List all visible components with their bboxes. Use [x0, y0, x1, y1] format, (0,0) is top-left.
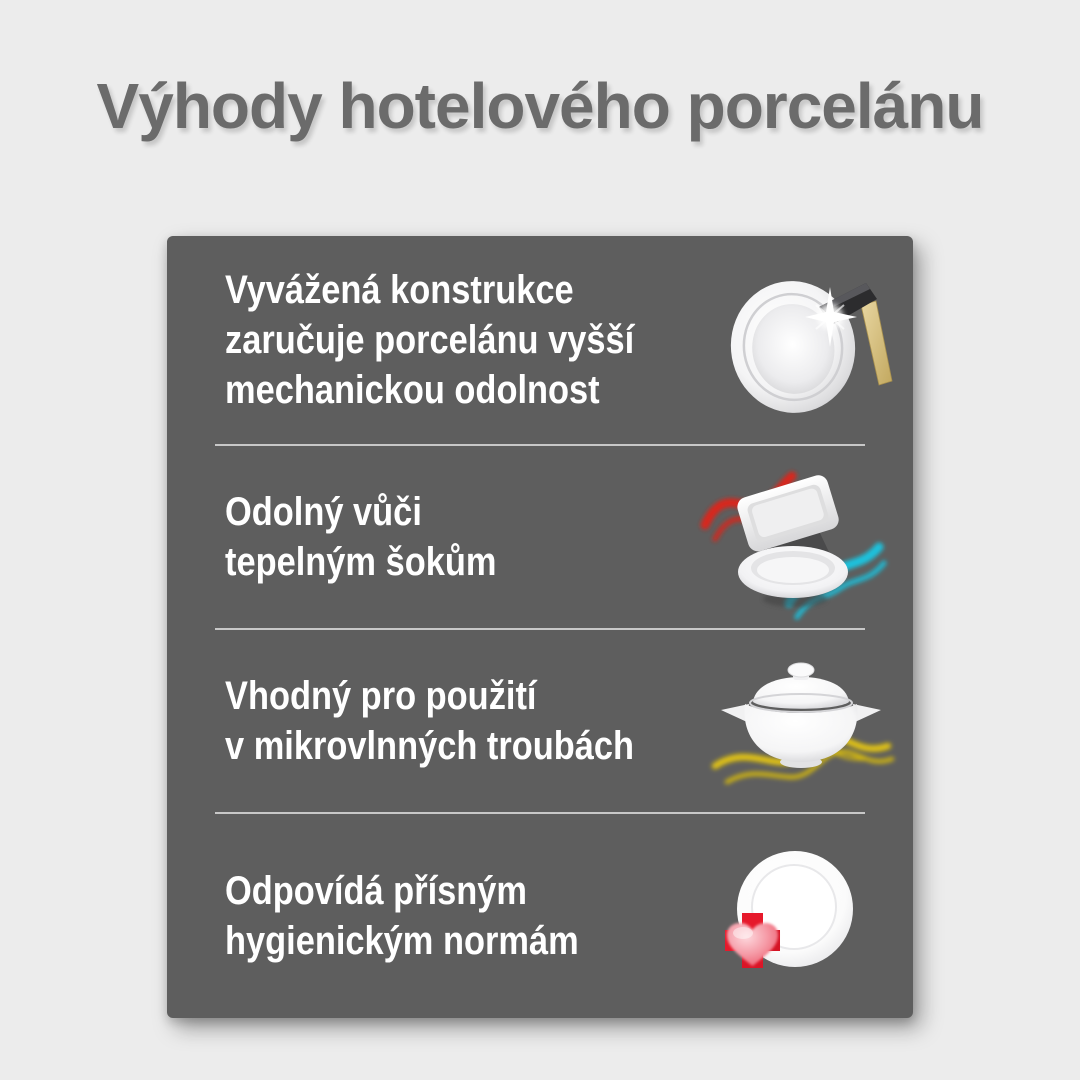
benefit-text-microwave — [225, 671, 634, 771]
benefit-line: tepelným šokům — [225, 540, 497, 584]
benefit-row-construction — [167, 236, 913, 444]
benefit-text-hygiene — [225, 866, 579, 966]
benefit-text-construction — [225, 265, 634, 415]
benefit-line: hygienickým normám — [225, 919, 579, 963]
benefit-line: Odpovídá přísným — [225, 869, 528, 913]
benefit-line: v mikrovlnných troubách — [225, 724, 635, 768]
plate-hammer-icon — [701, 265, 901, 415]
benefit-row-hygiene — [167, 814, 913, 1018]
benefit-line: Vhodný pro použití — [225, 674, 537, 718]
hygiene-plate-icon — [691, 841, 891, 991]
benefit-row-microwave — [167, 630, 913, 812]
benefit-line: Odolný vůči — [225, 490, 422, 534]
benefits-card — [167, 236, 913, 1018]
benefit-line: zaručuje porcelánu vyšší — [225, 318, 635, 362]
benefit-line: mechanickou odolnost — [225, 368, 600, 412]
microwave-safe-icon — [701, 646, 901, 796]
page-title: Výhody hotelového porcelánu — [96, 70, 984, 142]
benefit-row-thermal — [167, 446, 913, 628]
benefit-line: Vyvážená konstrukce — [225, 268, 574, 312]
benefit-text-thermal — [225, 487, 496, 587]
thermal-shock-icon — [691, 451, 891, 623]
